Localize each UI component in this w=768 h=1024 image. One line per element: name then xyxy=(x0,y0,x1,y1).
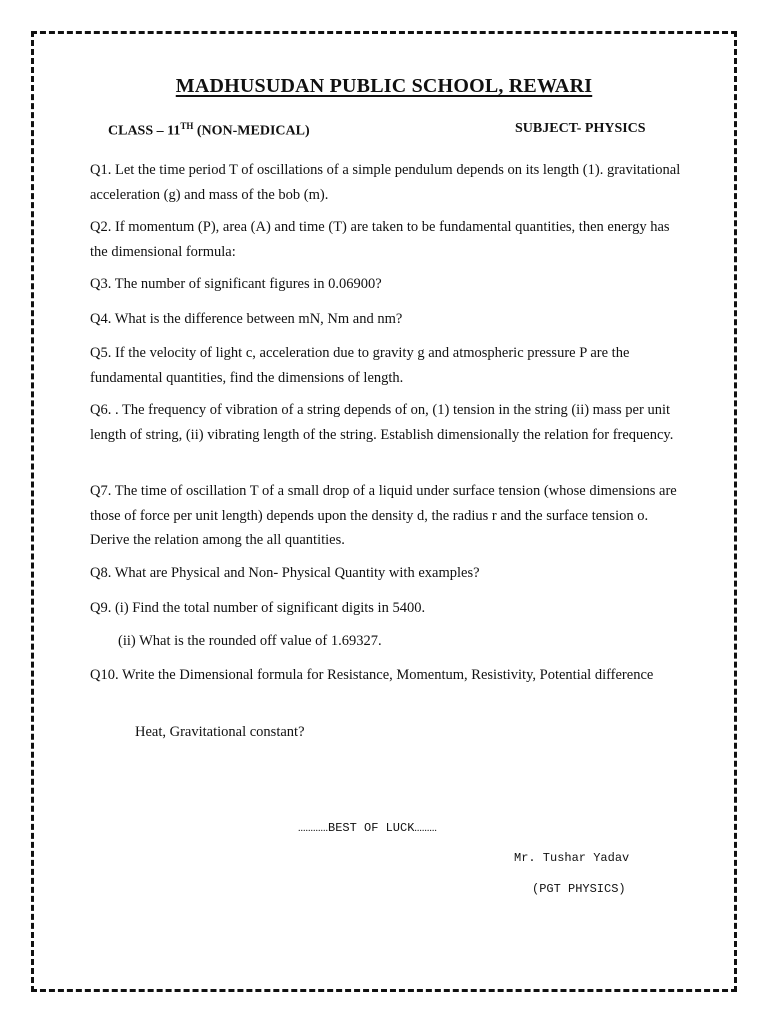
question-7: Q7. The time of oscillation T of a small drop of a liquid under surface tension (whose dimensions are those of force per unit length) depends upon the density d, the radius r and the surface tension o. Derive the relation among the all quantities. xyxy=(90,483,677,548)
question-9-part-1: Q9. (i) Find the total number of significant digits in 5400. xyxy=(90,600,426,616)
subject-label: SUBJECT- PHYSICS xyxy=(515,121,646,136)
class-label: CLASS – 11TH (NON-MEDICAL) xyxy=(108,121,310,139)
best-of-luck: ............BEST OF LUCK......... xyxy=(298,821,437,835)
question-10: Q10. Write the Dimensional formula for Resistance, Momentum, Resistivity, Potential difference xyxy=(90,667,654,683)
teacher-designation: (PGT PHYSICS) xyxy=(532,882,626,896)
question-6: Q6. . The frequency of vibration of a string depends of on, (1) tension in the string (ii) mass per unit length of string, (ii) vibrating length of the string. Establish dimensionally the relation for frequency. xyxy=(90,402,674,443)
question-3: Q3. The number of significant figures in 0.06900? xyxy=(90,276,382,292)
question-5: Q5. If the velocity of light c, acceleration due to gravity g and atmospheric pressure P are the fundamental quantities, find the dimensions of length. xyxy=(90,345,630,386)
question-8: Q8. What are Physical and Non- Physical Quantity with examples? xyxy=(90,565,480,581)
question-4: Q4. What is the difference between mN, Nm and nm? xyxy=(90,311,403,327)
question-1: Q1. Let the time period T of oscillations of a simple pendulum depends on its length (1). gravitational acceleration (g) and mass of the bob (m). xyxy=(90,162,681,203)
question-9-part-2: (ii) What is the rounded off value of 1.69327. xyxy=(118,633,382,649)
school-title: MADHUSUDAN PUBLIC SCHOOL, REWARI xyxy=(175,75,593,97)
teacher-name: Mr. Tushar Yadav xyxy=(514,851,630,865)
question-10-continued: Heat, Gravitational constant? xyxy=(135,724,305,740)
question-2: Q2. If momentum (P), area (A) and time (T) are taken to be fundamental quantities, then energy has the dimensional formula: xyxy=(90,219,670,260)
